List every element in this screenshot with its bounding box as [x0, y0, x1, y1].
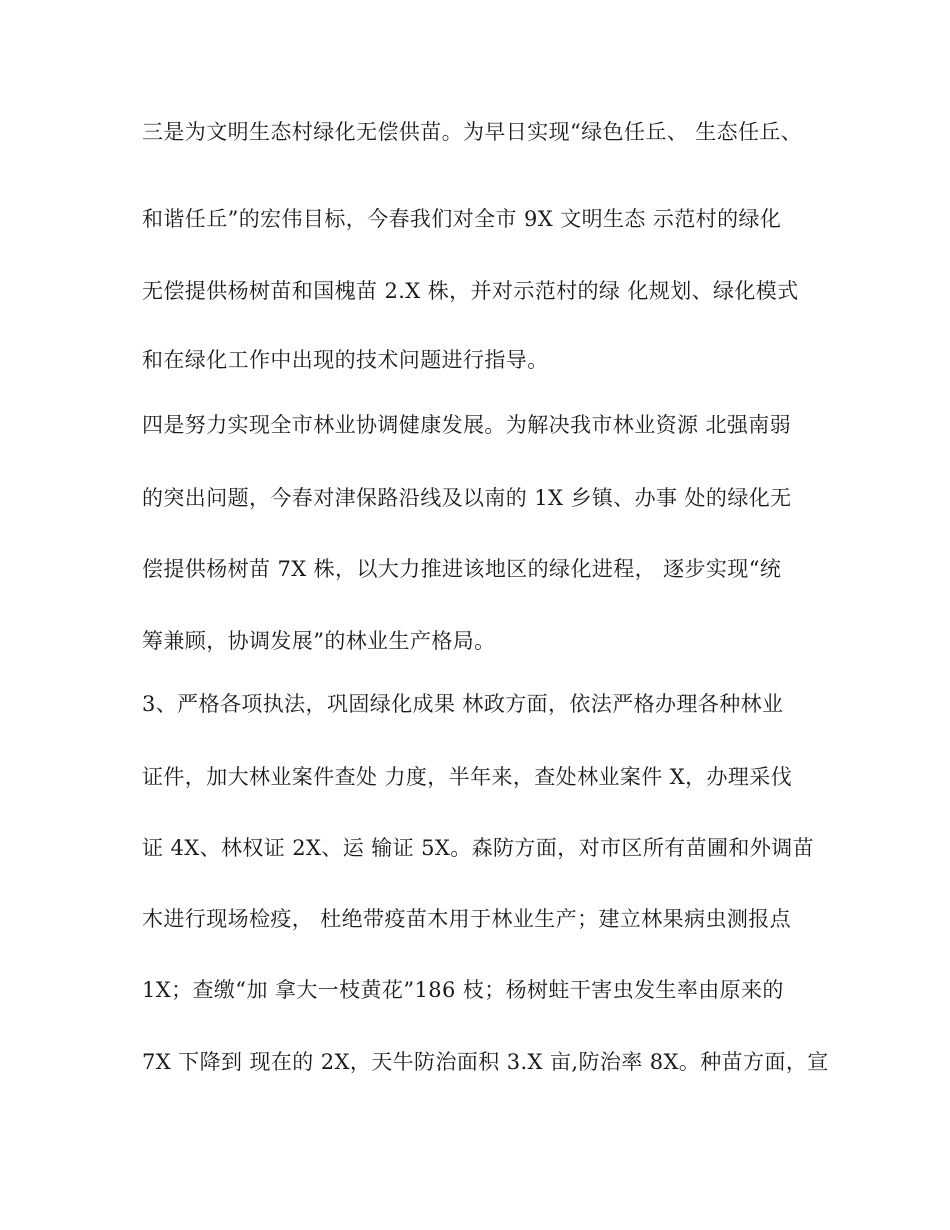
text-line: 7X 下降到 现在的 2X，天牛防治面积 3.X 亩,防治率 8X。种苗方面，宣 [142, 1050, 829, 1074]
text-line: 三是为文明生态村绿化无偿供苗。为早日实现“绿色任丘、 生态任丘、 [142, 120, 803, 144]
text-line: 和在绿化工作中出现的技术问题进行指导。 [142, 348, 549, 372]
text-line: 偿提供杨树苗 7X 株，以大力推进该地区的绿化进程， 逐步实现“统 [142, 557, 782, 581]
text-line: 无偿提供杨树苗和国槐苗 2.X 株，并对示范村的绿 化规划、绿化模式 [142, 279, 799, 303]
text-line: 四是努力实现全市林业协调健康发展。为解决我市林业资源 北强南弱 [142, 413, 792, 437]
text-line: 3、严格各项执法，巩固绿化成果 林政方面，依法严格办理各种林业 [142, 692, 784, 716]
text-line: 筹兼顾，协调发展”的林业生产格局。 [142, 629, 496, 653]
text-line: 木进行现场检疫， 杜绝带疫苗木用于林业生产；建立林果病虫测报点 [142, 907, 792, 931]
text-line: 1X；查缴“加 拿大一枝黄花”186 枝；杨树蛀干害虫发生率由原来的 [142, 978, 784, 1002]
text-line: 和谐任丘”的宏伟目标，今春我们对全市 9X 文明生态 示范村的绿化 [142, 207, 782, 231]
text-line: 证件，加大林业案件查处 力度，半年来，查处林业案件 X，办理采伐 [142, 765, 793, 789]
text-line: 的突出问题，今春对津保路沿线及以南的 1X 乡镇、办事 处的绿化无 [142, 486, 792, 510]
text-line: 证 4X、林权证 2X、运 输证 5X。森防方面，对市区所有苗圃和外调苗 [142, 836, 815, 860]
